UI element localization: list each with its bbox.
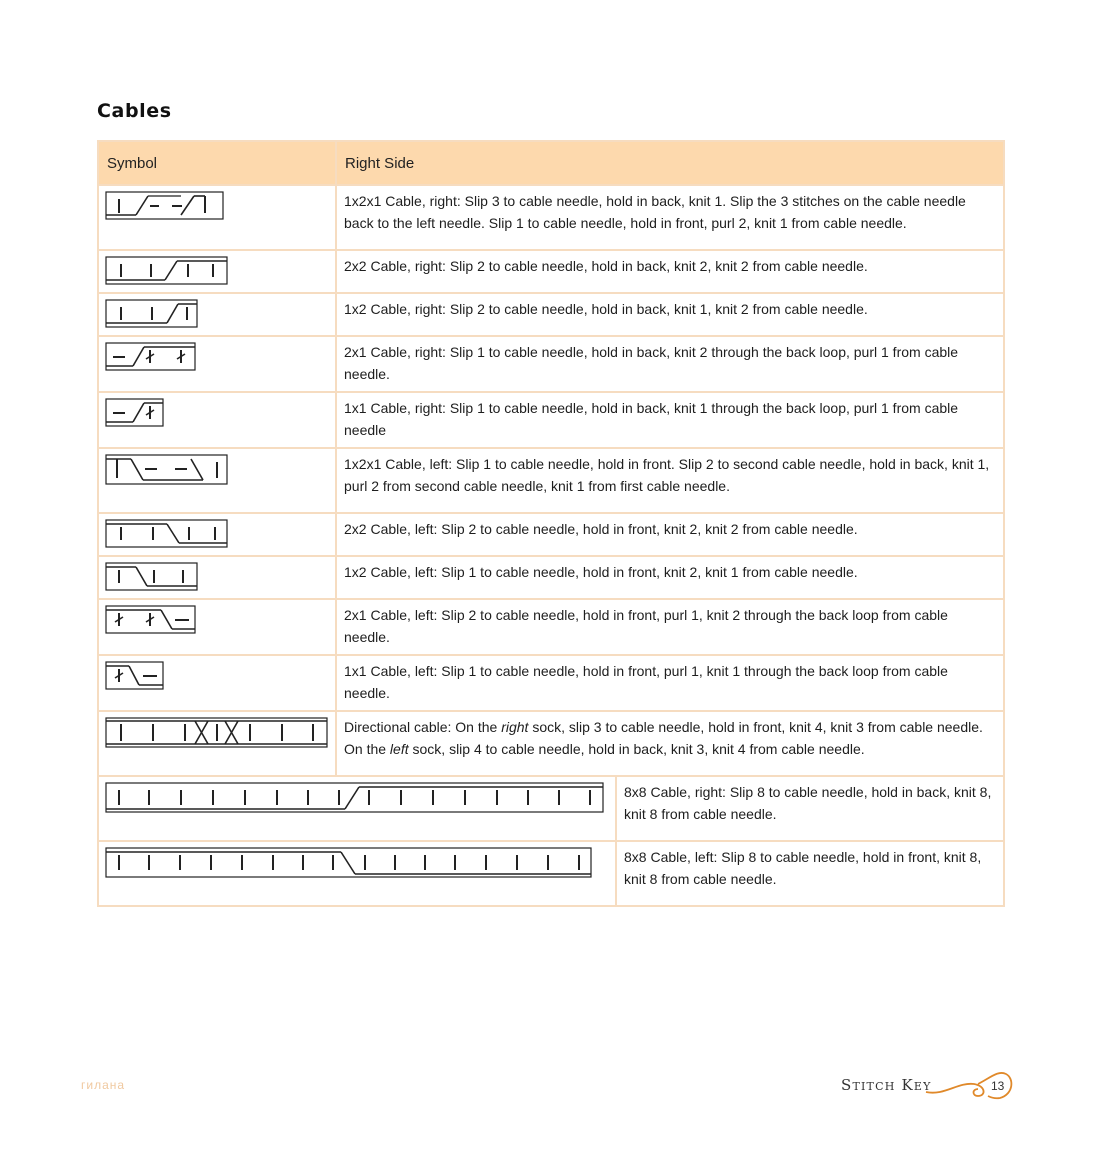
description-text: 2x2 Cable, right: Slip 2 to cable needle, hold in back, knit 2, knit 2 from cable needle.	[344, 258, 868, 274]
table-row	[98, 599, 1004, 655]
description-text: 2x1 Cable, right: Slip 1 to cable needle, hold in back, knit 2 through the back loop, purl 1 from cable needle.	[344, 344, 959, 382]
description-text: 1x2 Cable, right: Slip 2 to cable needle, hold in back, knit 1, knit 2 from cable needle.	[344, 301, 868, 317]
cable-2x2-right-icon	[105, 256, 229, 286]
description-text: 1x2x1 Cable, right: Slip 3 to cable needle, hold in back, knit 1. Slip the 3 stitches on the cable needle back to the left needle. Slip 1 to cable needle, hold in front, purl 2, knit 1 from cable needle.	[344, 193, 966, 231]
symbol-cell	[98, 293, 336, 336]
description-cell	[336, 448, 1004, 513]
cable-1x2x1-left-icon	[105, 454, 229, 486]
cable-1x1-left-tbl-icon	[105, 661, 165, 691]
cable-8x8-right-icon	[105, 782, 605, 814]
symbol-cell	[98, 711, 336, 776]
footer-brand: гилана	[81, 1078, 126, 1092]
cable-1x2-left-icon	[105, 562, 199, 592]
symbol-cell	[98, 185, 336, 250]
description-cell	[336, 711, 1004, 776]
table-row	[98, 448, 1004, 513]
description-text: Directional cable: On the	[344, 719, 502, 735]
table-row	[98, 336, 1004, 392]
description-cell	[336, 599, 1004, 655]
description-cell	[336, 336, 1004, 392]
cable-1x1-right-tbl-icon	[105, 398, 165, 428]
symbol-cell	[98, 250, 336, 293]
table-row	[98, 513, 1004, 556]
table-row	[98, 185, 1004, 250]
stitch-key-table	[97, 140, 1005, 907]
cable-2x1-left-tbl-icon	[105, 605, 197, 635]
description-text: 1x2x1 Cable, left: Slip 1 to cable needle, hold in front. Slip 2 to second cable needle, hold in back, knit 1, purl 2 from second cable needle, knit 1 from first cable needle.	[344, 456, 990, 494]
cable-2x2-left-icon	[105, 519, 229, 549]
description-cell	[616, 776, 1004, 841]
table-row	[98, 841, 1004, 906]
cable-2x1-right-tbl-icon	[105, 342, 197, 372]
column-header-right-side: Right Side	[336, 141, 1004, 185]
symbol-cell	[98, 513, 336, 556]
page-title: Cables	[97, 100, 172, 122]
description-emphasis: left	[389, 740, 409, 757]
symbol-cell	[98, 599, 336, 655]
table-row	[98, 711, 1004, 776]
column-header-symbol: Symbol	[98, 141, 336, 185]
table-row	[98, 655, 1004, 711]
description-text: sock, slip 4 to cable needle, hold in back, knit 3, knit 4 from cable needle.	[408, 740, 865, 757]
description-text: 8x8 Cable, left: Slip 8 to cable needle, hold in front, knit 8, knit 8 from cable needle.	[624, 849, 982, 887]
symbol-cell	[98, 655, 336, 711]
cable-8x8-left-icon	[105, 847, 593, 879]
description-cell	[336, 185, 1004, 250]
table-header-row	[98, 141, 1004, 185]
description-text: 1x2 Cable, left: Slip 1 to cable needle, hold in front, knit 2, knit 1 from cable needle.	[344, 564, 858, 580]
description-cell	[336, 392, 1004, 448]
table-row	[98, 392, 1004, 448]
symbol-cell	[98, 392, 336, 448]
description-cell	[336, 655, 1004, 711]
description-text: 1x1 Cable, right: Slip 1 to cable needle, hold in back, knit 1 through the back loop, purl 1 from cable needle	[344, 400, 959, 438]
symbol-cell	[98, 841, 616, 906]
table-row	[98, 776, 1004, 841]
table-row	[98, 556, 1004, 599]
cable-1x2-right-icon	[105, 299, 199, 329]
directional-cable-icon	[105, 717, 329, 749]
symbol-cell	[98, 776, 616, 841]
table-row	[98, 250, 1004, 293]
footer-title: Stitch Key	[841, 1076, 932, 1094]
description-cell	[336, 513, 1004, 556]
description-cell	[336, 556, 1004, 599]
description-text: sock, slip 3 to cable needle, hold in front, knit 4, knit 3 from cable needle. On the	[344, 719, 983, 757]
description-text: 8x8 Cable, right: Slip 8 to cable needle, hold in back, knit 8, knit 8 from cable needle.	[624, 784, 992, 822]
description-text: 1x1 Cable, left: Slip 1 to cable needle, hold in front, purl 1, knit 1 through the back loop from cable needle.	[344, 663, 948, 701]
symbol-cell	[98, 556, 336, 599]
description-text: 2x2 Cable, left: Slip 2 to cable needle, hold in front, knit 2, knit 2 from cable needle.	[344, 521, 858, 537]
cable-1x2x1-right-icon	[105, 191, 225, 221]
description-cell	[336, 250, 1004, 293]
table-row	[98, 293, 1004, 336]
symbol-cell	[98, 336, 336, 392]
page-number: 13	[991, 1079, 1005, 1093]
description-cell	[336, 293, 1004, 336]
description-emphasis: right	[501, 719, 529, 735]
description-text: 2x1 Cable, left: Slip 2 to cable needle, hold in front, purl 1, knit 2 through the back loop from cable needle.	[344, 607, 948, 645]
symbol-cell	[98, 448, 336, 513]
description-cell	[616, 841, 1004, 906]
